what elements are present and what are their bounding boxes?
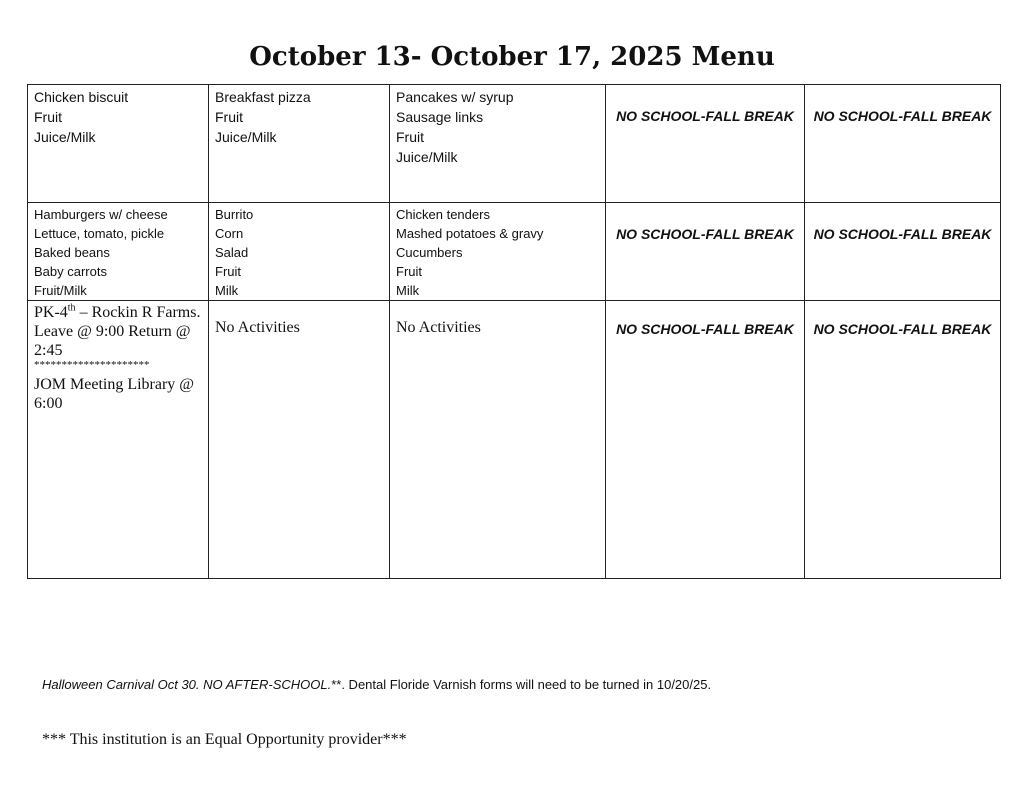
lunch-wednesday-cell xyxy=(390,203,606,301)
menu-item: Baked beans xyxy=(34,245,110,260)
menu-item: Burrito xyxy=(215,207,254,222)
lunch-thursday-cell xyxy=(606,203,805,301)
page-title: October 13- October 17, 2025 Menu xyxy=(249,42,775,72)
activity-text: No Activities xyxy=(396,319,481,336)
menu-item: Fruit/Milk xyxy=(34,283,87,298)
breakfast-monday-cell xyxy=(28,85,209,203)
activities-friday-cell xyxy=(805,301,1001,579)
lunch-friday-cell xyxy=(805,203,1001,301)
menu-item: Lettuce, tomato, pickle xyxy=(34,226,165,241)
menu-item: Chicken tenders xyxy=(396,207,490,222)
closed-notice: NO SCHOOL-FALL BREAK xyxy=(616,321,794,337)
closed-notice: NO SCHOOL-FALL BREAK xyxy=(813,321,992,337)
breakfast-wednesday-cell xyxy=(390,85,606,203)
menu-item: Mashed potatoes & gravy xyxy=(396,226,544,241)
menu-item: Juice/Milk xyxy=(396,149,458,165)
menu-item: Sausage links xyxy=(396,109,484,125)
menu-item: Pancakes w/ syrup xyxy=(396,89,514,105)
field-trip-grades: PK-4 xyxy=(34,304,68,321)
menu-item: Hamburgers w/ cheese xyxy=(34,207,168,222)
activities-row xyxy=(28,301,1001,579)
field-trip-details: – Rockin R Farms. Leave @ 9:00 Return @ 2:45 xyxy=(34,304,201,359)
meeting-note: JOM Meeting Library @ 6:00 xyxy=(34,376,195,412)
menu-item: Baby carrots xyxy=(34,264,107,279)
menu-item: Breakfast pizza xyxy=(215,89,311,105)
activities-wednesday-cell xyxy=(390,301,606,579)
activities-tuesday-cell xyxy=(209,301,390,579)
menu-item: Fruit xyxy=(396,264,422,279)
varnish-note: **. Dental Floride Varnish forms will need to be turned in 10/20/25. xyxy=(331,677,712,692)
breakfast-thursday-cell xyxy=(606,85,805,203)
lunch-monday-cell xyxy=(28,203,209,301)
equal-opportunity-statement: *** This institution is an Equal Opportunity provider*** xyxy=(42,731,407,748)
activities-thursday-cell xyxy=(606,301,805,579)
menu-item: Corn xyxy=(215,226,244,241)
closed-notice: NO SCHOOL-FALL BREAK xyxy=(813,226,992,242)
menu-item: Juice/Milk xyxy=(215,129,277,145)
menu-item: Fruit xyxy=(396,129,424,145)
menu-item: Cucumbers xyxy=(396,245,463,260)
lunch-tuesday-cell xyxy=(209,203,390,301)
breakfast-row xyxy=(28,85,1001,203)
closed-notice: NO SCHOOL-FALL BREAK xyxy=(616,108,794,124)
menu-item: Fruit xyxy=(34,109,62,125)
menu-table xyxy=(27,84,1001,579)
menu-item: Milk xyxy=(396,283,420,298)
menu-item: Fruit xyxy=(215,264,241,279)
activities-monday-cell xyxy=(28,301,209,579)
breakfast-tuesday-cell xyxy=(209,85,390,203)
footer-note xyxy=(42,677,711,692)
lunch-row xyxy=(28,203,1001,301)
activity-text: No Activities xyxy=(215,319,300,336)
menu-item: Juice/Milk xyxy=(34,129,96,145)
menu-item: Chicken biscuit xyxy=(34,89,129,105)
breakfast-friday-cell xyxy=(805,85,1001,203)
menu-item: Fruit xyxy=(215,109,243,125)
closed-notice: NO SCHOOL-FALL BREAK xyxy=(616,226,794,242)
menu-item: Milk xyxy=(215,283,239,298)
closed-notice: NO SCHOOL-FALL BREAK xyxy=(813,108,992,124)
ordinal-suffix: th xyxy=(67,302,76,314)
field-trip-note xyxy=(34,303,202,360)
divider-line: ********************* xyxy=(34,360,150,371)
carnival-note: Halloween Carnival Oct 30. NO AFTER-SCHOOL. xyxy=(42,677,332,692)
menu-item: Salad xyxy=(215,245,249,260)
